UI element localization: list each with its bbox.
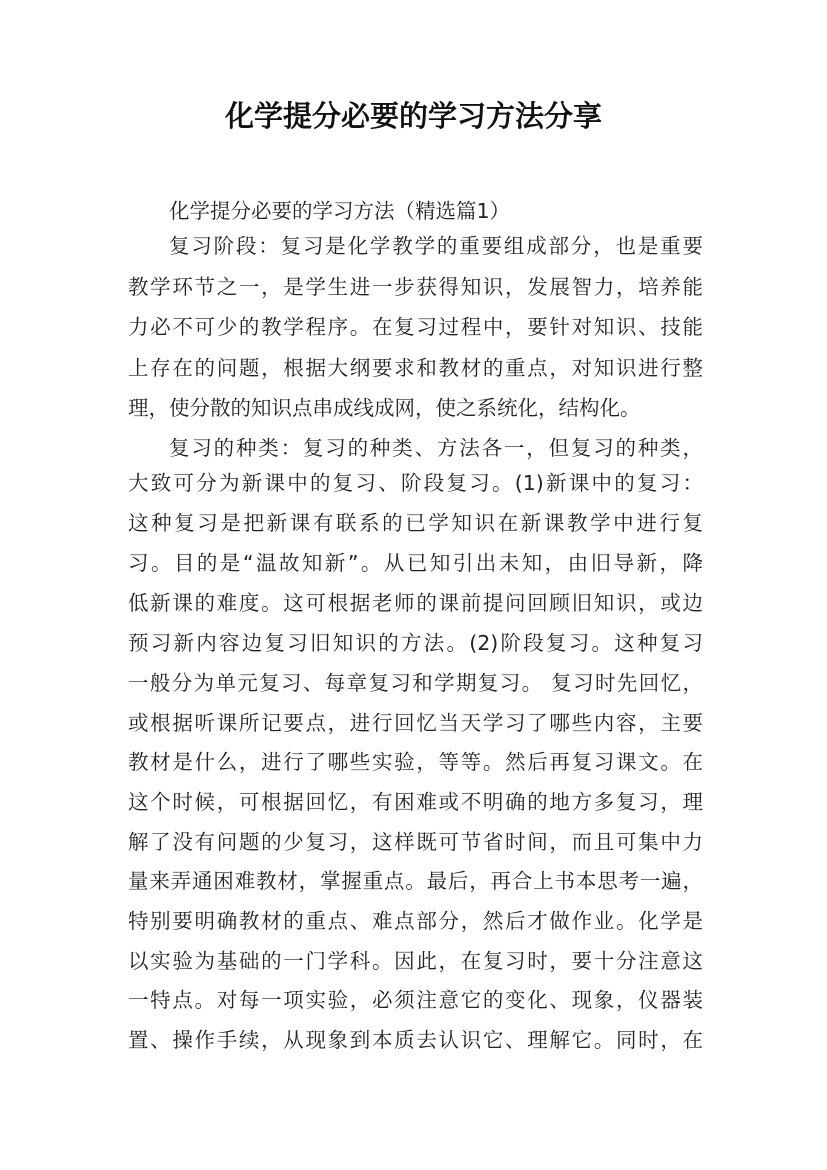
text-line: 一般分为单元复习、每章复习和学期复习。 复习时先回忆， bbox=[128, 671, 703, 695]
text-line: 复习的种类：复习的种类、方法各一，但复习的种类， bbox=[169, 436, 703, 460]
text-line: 解了没有问题的少复习，这样既可节省时间，而且可集中力 bbox=[128, 830, 703, 854]
text-line: 这个时候，可根据回忆，有困难或不明确的地方多复习，理 bbox=[128, 790, 703, 814]
document-title: 化学提分必要的学习方法分享 bbox=[224, 99, 602, 133]
text-line: 复习阶段：复习是化学教学的重要组成部分，也是重要 bbox=[169, 234, 703, 258]
text-line: 以实验为基础的一门学科。因此，在复习时，要十分注意这 bbox=[128, 949, 703, 973]
text-line: 或根据听课所记要点，进行回忆当天学习了哪些内容，主要 bbox=[128, 711, 703, 735]
text-line: 预习新内容边复习旧知识的方法。(2)阶段复习。这种复习 bbox=[128, 631, 703, 655]
text-line: 理，使分散的知识点串成线成网，使之系统化，结构化。 bbox=[128, 396, 641, 420]
text-line: 上存在的问题，根据大纲要求和教材的重点，对知识进行整 bbox=[128, 356, 703, 380]
text-line: 大致可分为新课中的复习、阶段复习。(1)新课中的复习： bbox=[128, 471, 703, 495]
text-line: 置、操作手续，从现象到本质去认识它、理解它。同时，在 bbox=[128, 1028, 703, 1052]
text-line: 低新课的难度。这可根据老师的课前提问回顾旧知识，或边 bbox=[128, 591, 703, 615]
text-line: 教学环节之一，是学生进一步获得知识，发展智力，培养能 bbox=[128, 275, 703, 299]
text-line: 量来弄通困难教材，掌握重点。最后，再合上书本思考一遍， bbox=[128, 869, 703, 893]
text-line: 一特点。对每一项实验，必须注意它的变化、现象，仪器装 bbox=[128, 988, 703, 1012]
text-line: 这种复习是把新课有联系的已学知识在新课教学中进行复 bbox=[128, 511, 703, 535]
section-heading: 化学提分必要的学习方法（精选篇1） bbox=[169, 199, 511, 223]
text-line: 特别要明确教材的重点、难点部分，然后才做作业。化学是 bbox=[128, 909, 703, 933]
text-line: 力必不可少的教学程序。在复习过程中，要针对知识、技能 bbox=[128, 315, 703, 339]
text-line: 教材是什么，进行了哪些实验，等等。然后再复习课文。在 bbox=[128, 750, 703, 774]
text-line: 习。目的是“温故知新”。从已知引出未知，由旧导新，降 bbox=[128, 551, 703, 575]
